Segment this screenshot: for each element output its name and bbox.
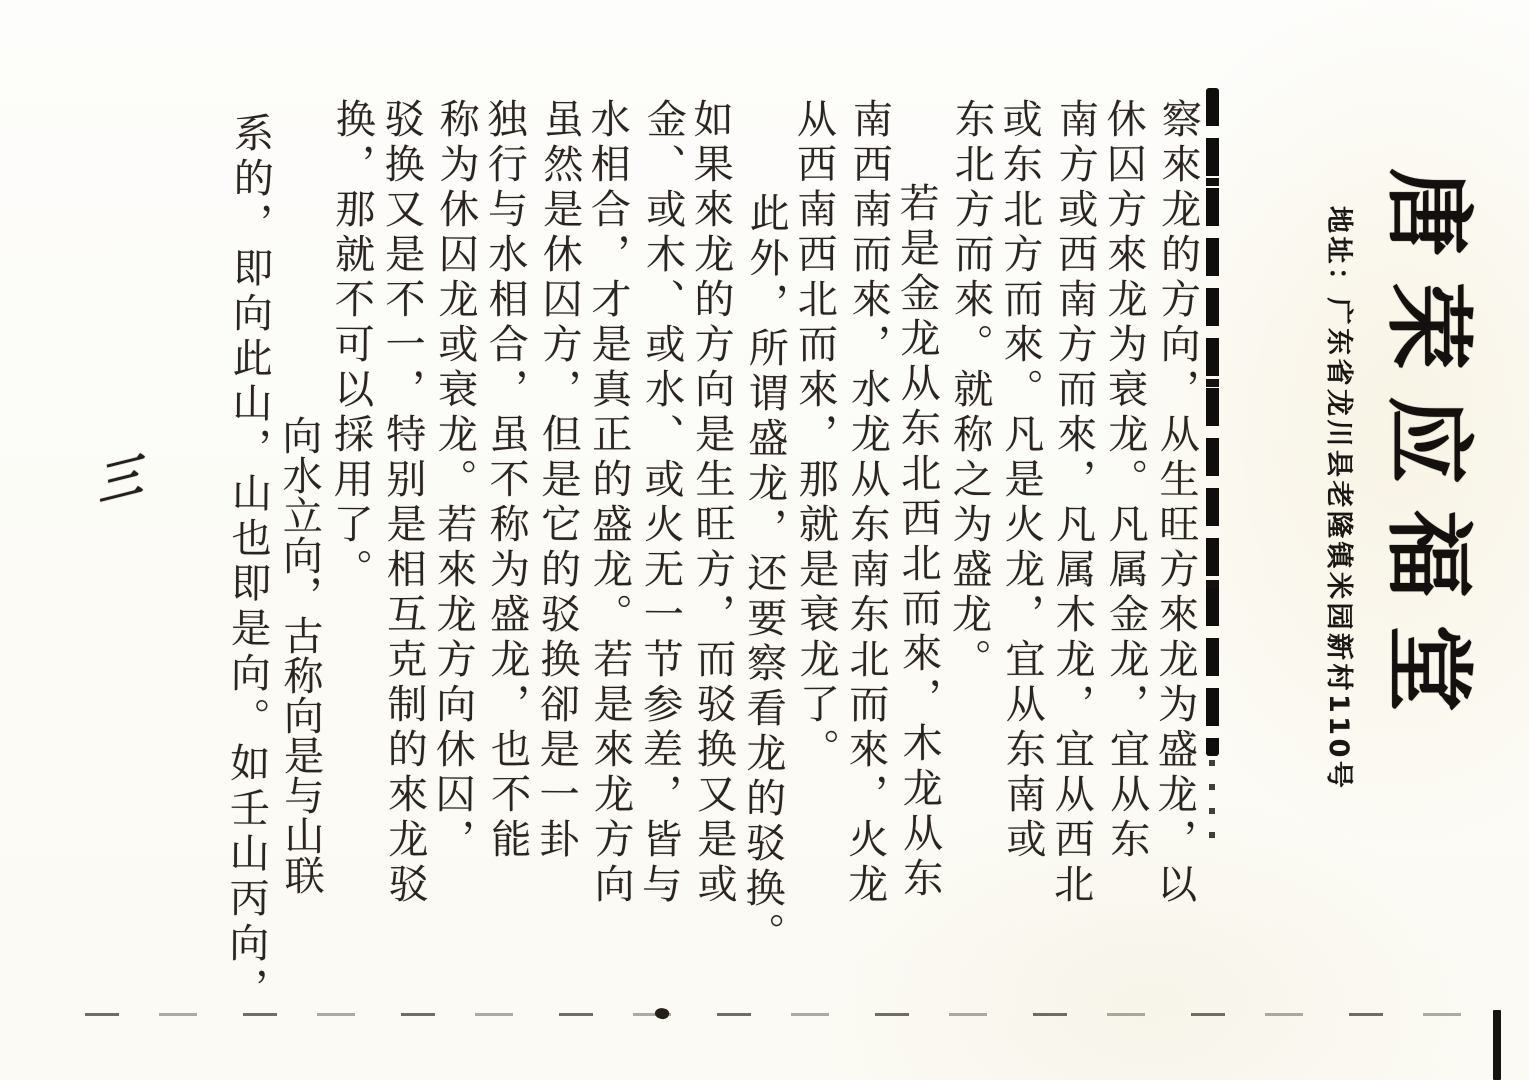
text-column-15: 称为休囚龙或衰龙。若來龙方向休囚，	[428, 97, 480, 864]
bottom-scan-line	[85, 1013, 1497, 1016]
text-column-5: 东北方而來。就称之为盛龙。	[945, 97, 995, 684]
text-column-4: 或东北方而來。凡是火龙，宜从东南或	[995, 97, 1047, 864]
text-column-13: 虽然是休囚方，但是它的驳换卻是一卦	[532, 97, 584, 864]
text-column-3: 南方或西南方而來，凡属木龙，宜从西北	[1047, 97, 1099, 909]
letterhead-title: 唐荣应福堂	[1377, 168, 1481, 739]
text-column-18: 向水立向，古称向是与山联	[275, 414, 325, 896]
text-column-1: 察來龙的方向，从生旺方來龙为盛龙，以	[1150, 97, 1202, 909]
text-column-10: 如果來龙的方向是生旺方，而驳换又是或	[686, 97, 738, 909]
binding-dash-line	[1206, 88, 1219, 756]
page-number-marker: 三	[94, 447, 145, 513]
text-column-17: 换，那就不可以採用了。	[326, 97, 376, 594]
text-column-16: 驳换又是不一，特别是相互克制的來龙驳	[377, 97, 429, 909]
text-column-8: 从西南西北而來，那就是衰龙了。	[790, 97, 840, 774]
binding-dot-line	[1209, 760, 1215, 838]
text-column-11: 金、或木、或水、或火无一节参差，皆与	[635, 97, 687, 909]
text-column-6: 若是金龙从东北西北而來，木龙从东	[893, 181, 943, 903]
right-scan-line	[1493, 1010, 1501, 1080]
text-column-14: 独行与水相合，虽不称为盛龙，也不能	[480, 97, 532, 864]
text-column-12: 水相合，才是真正的盛龙。若是來龙方向	[583, 97, 635, 909]
text-column-9: 此外，所谓盛龙，还要察看龙的驳换。	[738, 191, 790, 958]
letterhead-address: 地址：广东省龙川县老隆镇米园新村110号	[1323, 206, 1354, 792]
text-column-19: 系的，即向此山，山也即是向。如壬山丙向，	[222, 111, 274, 1013]
ink-speck	[654, 1006, 671, 1021]
text-column-7: 南西南而來，水龙从东南东北而來，火龙	[841, 97, 893, 909]
text-column-2: 休囚方來龙为衰龙。凡属金龙，宜从东	[1099, 97, 1151, 864]
